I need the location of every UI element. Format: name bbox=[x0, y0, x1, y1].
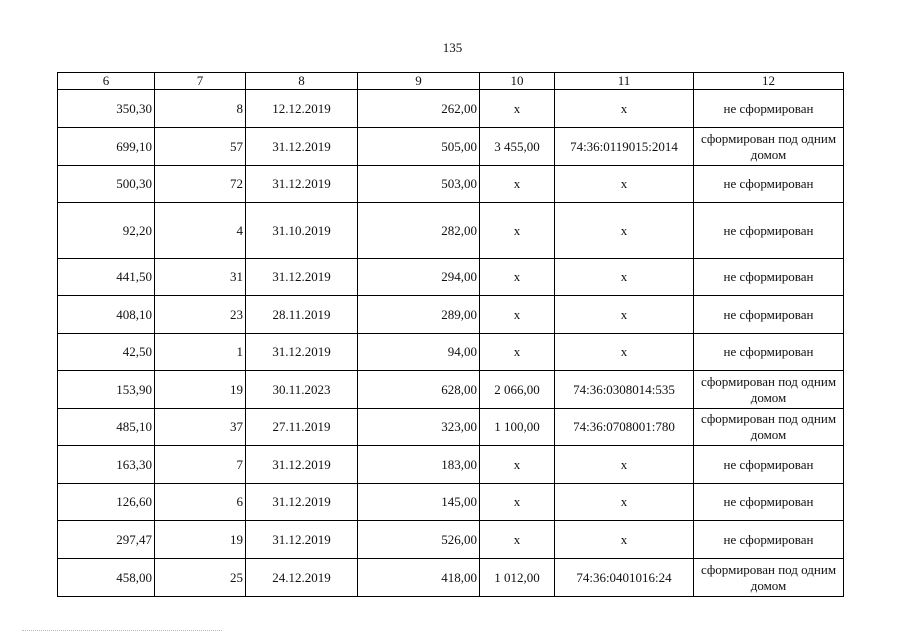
cell-col-12-status: не сформирован bbox=[694, 484, 844, 521]
cell-col-8-date: 28.11.2019 bbox=[246, 296, 358, 334]
cell-col-6-area: 458,00 bbox=[58, 559, 155, 597]
cell-col-9-value: 262,00 bbox=[358, 90, 480, 128]
cell-col-7-count: 4 bbox=[155, 203, 246, 259]
cell-col-6-area: 350,30 bbox=[58, 90, 155, 128]
cell-col-10-area: х bbox=[480, 521, 555, 559]
cell-col-7-count: 23 bbox=[155, 296, 246, 334]
cell-col-9-value: 294,00 bbox=[358, 259, 480, 296]
cell-col-6-area: 92,20 bbox=[58, 203, 155, 259]
cell-col-7-count: 6 bbox=[155, 484, 246, 521]
cell-col-12-status: сформирован под одним домом bbox=[694, 128, 844, 166]
header-col-12-status: 12 bbox=[694, 73, 844, 90]
cell-col-7-count: 8 bbox=[155, 90, 246, 128]
cell-col-9-value: 418,00 bbox=[358, 559, 480, 597]
cell-col-8-date: 30.11.2023 bbox=[246, 371, 358, 409]
header-col-10-area: 10 bbox=[480, 73, 555, 90]
cell-col-11-cadastral: 74:36:0308014:535 bbox=[555, 371, 694, 409]
cell-col-11-cadastral: х bbox=[555, 90, 694, 128]
cell-col-8-date: 31.12.2019 bbox=[246, 484, 358, 521]
cell-col-10-area: х bbox=[480, 259, 555, 296]
table-row bbox=[58, 203, 844, 259]
cell-col-11-cadastral: 74:36:0401016:24 bbox=[555, 559, 694, 597]
cell-col-12-status: не сформирован bbox=[694, 521, 844, 559]
table-row bbox=[58, 259, 844, 296]
cell-col-12-status: не сформирован bbox=[694, 259, 844, 296]
header-col-8-date: 8 bbox=[246, 73, 358, 90]
cell-col-8-date: 31.12.2019 bbox=[246, 446, 358, 484]
cell-col-6-area: 699,10 bbox=[58, 128, 155, 166]
cell-col-8-date: 31.12.2019 bbox=[246, 259, 358, 296]
cell-col-11-cadastral: х bbox=[555, 484, 694, 521]
table-body bbox=[58, 90, 844, 597]
table-row bbox=[58, 90, 844, 128]
cell-col-12-status: не сформирован bbox=[694, 203, 844, 259]
header-col-6-area: 6 bbox=[58, 73, 155, 90]
cell-col-10-area: х bbox=[480, 90, 555, 128]
cell-col-12-status: не сформирован bbox=[694, 90, 844, 128]
cell-col-11-cadastral: х bbox=[555, 446, 694, 484]
cell-col-7-count: 72 bbox=[155, 166, 246, 203]
cell-col-12-status: не сформирован bbox=[694, 296, 844, 334]
cell-col-10-area: х bbox=[480, 484, 555, 521]
cell-col-6-area: 153,90 bbox=[58, 371, 155, 409]
cell-col-12-status: сформирован под одним домом bbox=[694, 409, 844, 446]
header-col-9-value: 9 bbox=[358, 73, 480, 90]
cell-col-11-cadastral: х bbox=[555, 334, 694, 371]
cell-col-9-value: 94,00 bbox=[358, 334, 480, 371]
cell-col-9-value: 503,00 bbox=[358, 166, 480, 203]
cell-col-10-area: х bbox=[480, 334, 555, 371]
cell-col-8-date: 27.11.2019 bbox=[246, 409, 358, 446]
cell-col-10-area: х bbox=[480, 203, 555, 259]
cell-col-12-status: сформирован под одним домом bbox=[694, 371, 844, 409]
cell-col-6-area: 163,30 bbox=[58, 446, 155, 484]
table-row bbox=[58, 296, 844, 334]
table-row bbox=[58, 446, 844, 484]
cell-col-8-date: 31.12.2019 bbox=[246, 128, 358, 166]
cell-col-6-area: 408,10 bbox=[58, 296, 155, 334]
table-row bbox=[58, 166, 844, 203]
table-row bbox=[58, 521, 844, 559]
cell-col-7-count: 37 bbox=[155, 409, 246, 446]
cell-col-9-value: 183,00 bbox=[358, 446, 480, 484]
cell-col-11-cadastral: х bbox=[555, 296, 694, 334]
cell-col-7-count: 19 bbox=[155, 521, 246, 559]
cell-col-8-date: 31.12.2019 bbox=[246, 334, 358, 371]
cell-col-10-area: 3 455,00 bbox=[480, 128, 555, 166]
cell-col-7-count: 31 bbox=[155, 259, 246, 296]
cell-col-6-area: 500,30 bbox=[58, 166, 155, 203]
table-row bbox=[58, 371, 844, 409]
cell-col-9-value: 323,00 bbox=[358, 409, 480, 446]
cell-col-12-status: не сформирован bbox=[694, 166, 844, 203]
cell-col-9-value: 282,00 bbox=[358, 203, 480, 259]
cell-col-6-area: 297,47 bbox=[58, 521, 155, 559]
cell-col-10-area: 1 012,00 bbox=[480, 559, 555, 597]
cell-col-8-date: 12.12.2019 bbox=[246, 90, 358, 128]
table-row bbox=[58, 334, 844, 371]
cell-col-12-status: не сформирован bbox=[694, 446, 844, 484]
cell-col-9-value: 289,00 bbox=[358, 296, 480, 334]
cell-col-9-value: 505,00 bbox=[358, 128, 480, 166]
cell-col-8-date: 31.10.2019 bbox=[246, 203, 358, 259]
cell-col-11-cadastral: х bbox=[555, 521, 694, 559]
cell-col-7-count: 1 bbox=[155, 334, 246, 371]
cell-col-9-value: 526,00 bbox=[358, 521, 480, 559]
header-col-11-cadastral: 11 bbox=[555, 73, 694, 90]
cell-col-10-area: 1 100,00 bbox=[480, 409, 555, 446]
header-col-7-count: 7 bbox=[155, 73, 246, 90]
header-row bbox=[58, 73, 844, 90]
table-row bbox=[58, 484, 844, 521]
cell-col-6-area: 441,50 bbox=[58, 259, 155, 296]
cell-col-8-date: 31.12.2019 bbox=[246, 166, 358, 203]
cell-col-7-count: 19 bbox=[155, 371, 246, 409]
cell-col-10-area: х bbox=[480, 166, 555, 203]
table-row bbox=[58, 128, 844, 166]
cell-col-6-area: 42,50 bbox=[58, 334, 155, 371]
cell-col-7-count: 57 bbox=[155, 128, 246, 166]
cell-col-6-area: 126,60 bbox=[58, 484, 155, 521]
page-number: 135 bbox=[442, 40, 463, 55]
cell-col-8-date: 24.12.2019 bbox=[246, 559, 358, 597]
data-table bbox=[57, 72, 844, 597]
cell-col-11-cadastral: 74:36:0708001:780 bbox=[555, 409, 694, 446]
cell-col-12-status: сформирован под одним домом bbox=[694, 559, 844, 597]
cell-col-9-value: 145,00 bbox=[358, 484, 480, 521]
cell-col-10-area: х bbox=[480, 446, 555, 484]
cell-col-8-date: 31.12.2019 bbox=[246, 521, 358, 559]
cell-col-11-cadastral: 74:36:0119015:2014 bbox=[555, 128, 694, 166]
table-row bbox=[58, 559, 844, 597]
cell-col-7-count: 25 bbox=[155, 559, 246, 597]
cell-col-11-cadastral: х bbox=[555, 259, 694, 296]
cell-col-6-area: 485,10 bbox=[58, 409, 155, 446]
scan-artifact bbox=[22, 630, 222, 632]
cell-col-10-area: 2 066,00 bbox=[480, 371, 555, 409]
table-row bbox=[58, 409, 844, 446]
cell-col-7-count: 7 bbox=[155, 446, 246, 484]
cell-col-11-cadastral: х bbox=[555, 203, 694, 259]
cell-col-12-status: не сформирован bbox=[694, 334, 844, 371]
cell-col-11-cadastral: х bbox=[555, 166, 694, 203]
cell-col-9-value: 628,00 bbox=[358, 371, 480, 409]
cell-col-10-area: х bbox=[480, 296, 555, 334]
